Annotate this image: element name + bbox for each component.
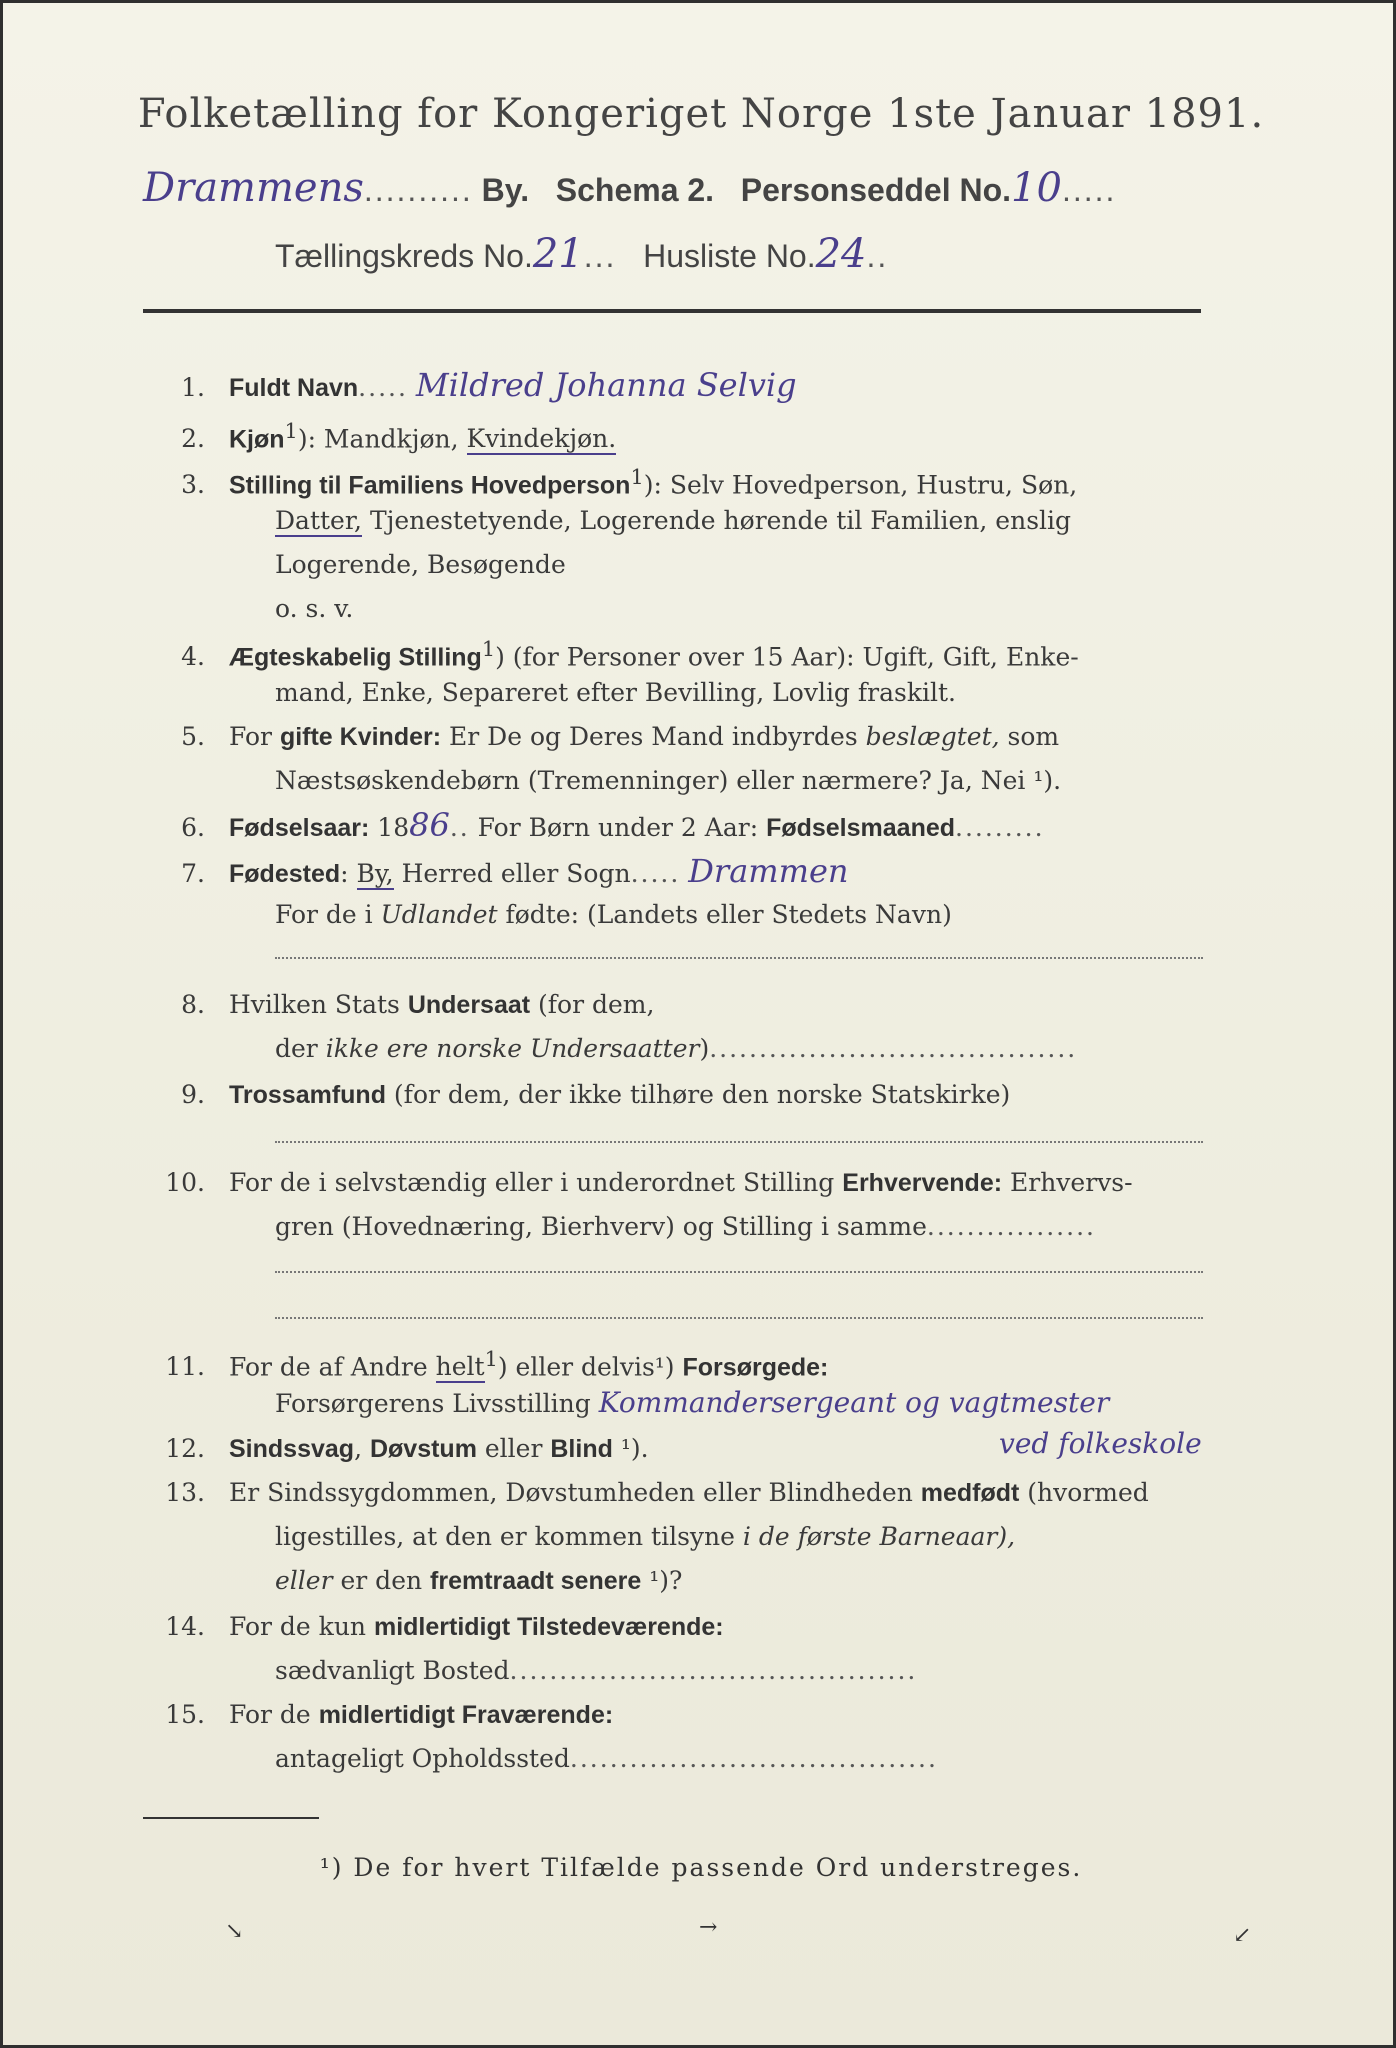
- item-number: 14.: [165, 1612, 205, 1641]
- header-row-kreds: Tællingskreds No.21... Husliste No.24..: [275, 231, 889, 277]
- item-text: antageligt Opholdssted: [275, 1744, 570, 1773]
- item-birth-year: 6. Fødselsaar: 1886.. For Børn under 2 Aar: Fødselsmaaned.........: [143, 803, 1203, 850]
- personseddel-value: 10: [1011, 165, 1062, 211]
- header-row-city: Drammens.......... By. Schema 2. Personseddel No.10.....: [143, 165, 1117, 211]
- item-label: Kjøn: [229, 425, 285, 454]
- husliste-value: 24: [815, 231, 867, 277]
- item-label: Fuldt Navn: [229, 374, 359, 402]
- item-label: midlertidigt Fraværende:: [318, 1701, 614, 1729]
- answer-line: [275, 1141, 1203, 1143]
- item-text: ) eller delvis¹): [497, 1352, 683, 1382]
- birth-year-value: 86: [409, 806, 450, 844]
- birthplace-selected: By,: [356, 859, 394, 888]
- item-congenital-cont2: [275, 1559, 682, 1603]
- item-label: Fødested: [229, 860, 341, 888]
- item-occupation: [143, 1161, 1203, 1205]
- item-label: Undersaat: [407, 991, 531, 1019]
- item-family-position-cont2: Logerende, Besøgende: [275, 550, 566, 579]
- item-label: Blind: [550, 1435, 613, 1463]
- item-family-position-cont: [275, 499, 1071, 543]
- item-text: :: [340, 859, 357, 888]
- item-text: er den: [332, 1566, 431, 1595]
- center-mark-icon: →: [699, 1915, 718, 1940]
- item-family-position-cont3: o. s. v.: [275, 594, 354, 623]
- dependents-selected: helt: [435, 1352, 485, 1382]
- item-number: 8.: [181, 990, 205, 1019]
- item-number: 3.: [181, 470, 205, 500]
- answer-line: [275, 1271, 1203, 1273]
- item-number: 4.: [181, 642, 205, 672]
- item-label: Forsørgede:: [682, 1353, 829, 1382]
- item-text: ): [699, 1034, 710, 1063]
- item-number: 6.: [181, 813, 205, 842]
- item-text: For de af Andre: [229, 1352, 436, 1382]
- item-text-italic: eller: [275, 1566, 333, 1595]
- item-text: som: [999, 722, 1060, 751]
- footnote-ref: 1: [284, 419, 298, 443]
- gender-selected: Kvindekjøn.: [466, 424, 617, 454]
- item-number: 11.: [165, 1352, 205, 1382]
- item-text-italic: i de første Barneaar),: [742, 1522, 1016, 1551]
- item-text: gren (Hovednæring, Bierhverv) og Stilling i samme: [275, 1212, 927, 1241]
- item-text: fødte: (Landets eller Stedets Navn): [497, 900, 952, 929]
- item-text: Tjenestetyende, Logerende hørende til Familien, enslig: [362, 506, 1072, 535]
- by-label: By.: [481, 172, 530, 208]
- item-label: Døvstum: [369, 1435, 477, 1463]
- provider-occupation-value-cont: ved folkeskole: [999, 1427, 1202, 1460]
- item-citizenship: [143, 983, 1203, 1027]
- item-congenital-cont: [275, 1515, 1015, 1559]
- item-temporarily-absent-cont: antageligt Opholdssted.....................................: [275, 1744, 938, 1773]
- schema-label: Schema 2.: [555, 172, 715, 208]
- item-number: 7.: [181, 859, 205, 888]
- item-label: Sindssvag: [229, 1435, 355, 1463]
- item-birthplace-cont: [275, 893, 952, 937]
- item-text: For de i selvstændig eller i underordnet Stilling: [229, 1168, 843, 1197]
- item-text: Er Sindssygdommen, Døvstumheden eller Blindheden: [229, 1478, 921, 1507]
- footnote-ref: 1: [630, 465, 644, 489]
- item-religion: [143, 1073, 1203, 1117]
- personseddel-label: Personseddel No.: [740, 172, 1012, 208]
- item-label: Stilling til Familiens Hovedperson: [229, 471, 631, 500]
- item-text: Er De og Deres Mand indbyrdes: [441, 722, 866, 751]
- item-text: Hvilken Stats: [229, 990, 408, 1019]
- item-temporarily-present-cont: sædvanligt Bosted.........................................: [275, 1656, 918, 1685]
- item-birthplace: 7. Fødested: By, Herred eller Sogn..... Drammen: [143, 849, 1203, 896]
- corner-mark-icon: ↙: [1233, 1923, 1252, 1948]
- item-text: For de kun: [229, 1612, 374, 1641]
- footnote: ¹) De for hvert Tilfælde passende Ord understreges.: [319, 1853, 1083, 1882]
- item-text: For: [229, 722, 280, 751]
- kreds-label: Tællingskreds No.: [275, 238, 533, 274]
- corner-mark-icon: ↘: [225, 1919, 244, 1944]
- item-label: fremtraadt senere: [430, 1567, 642, 1595]
- item-number: 9.: [181, 1080, 205, 1109]
- item-text: eller: [476, 1434, 551, 1463]
- item-marital-status-cont: mand, Enke, Separeret efter Bevilling, Lovlig fraskilt.: [275, 678, 956, 707]
- item-label: medfødt: [920, 1479, 1020, 1507]
- item-congenital: [143, 1471, 1203, 1515]
- item-number: 1.: [181, 373, 205, 402]
- item-occupation-cont: gren (Hovednæring, Bierhverv) og Stilling i samme.................: [275, 1212, 1096, 1241]
- item-text: (for dem, der ikke tilhøre den norske Statskirke): [385, 1080, 1011, 1109]
- city-value: Drammens: [143, 165, 364, 211]
- item-married-women: [143, 715, 1203, 759]
- item-label: Ægteskabelig Stilling: [229, 643, 482, 672]
- full-name-value: Mildred Johanna Selvig: [415, 366, 797, 404]
- item-married-women-cont: Næstsøskendebørn (Tremenninger) eller nærmere? Ja, Nei ¹).: [275, 766, 1062, 795]
- item-text: ,: [354, 1434, 370, 1463]
- family-position-selected: Datter,: [275, 506, 362, 535]
- item-text: For Børn under 2 Aar:: [469, 813, 767, 842]
- item-full-name: 1. Fuldt Navn..... Mildred Johanna Selvig: [143, 363, 1203, 410]
- item-label: Fødselsmaaned: [766, 814, 956, 842]
- answer-line: [275, 1317, 1203, 1319]
- provider-occupation-value: Kommandersergeant og vagtmester: [598, 1386, 1110, 1419]
- footnote-rule: [143, 1817, 319, 1819]
- item-text-italic: Udlandet: [380, 900, 498, 929]
- item-label: Trossamfund: [229, 1081, 386, 1109]
- kreds-value: 21: [532, 231, 584, 277]
- item-text: Forsørgerens Livsstilling: [275, 1389, 591, 1418]
- husliste-label: Husliste No.: [643, 238, 816, 274]
- item-number: 10.: [165, 1168, 205, 1197]
- item-text: ): Selv Hovedperson, Hustru, Søn,: [643, 470, 1078, 500]
- item-label: midlertidigt Tilstedeværende:: [373, 1613, 724, 1641]
- item-text: ): Mandkjøn,: [297, 424, 467, 454]
- item-text: (for dem,: [530, 990, 655, 1019]
- item-number: 13.: [165, 1478, 205, 1507]
- item-number: 12.: [165, 1434, 205, 1463]
- item-label: gifte Kvinder:: [279, 723, 442, 751]
- footnote-ref: 1: [481, 637, 496, 661]
- form-title: Folketælling for Kongeriget Norge 1ste Januar 1891.: [137, 91, 1265, 137]
- item-label: Erhvervende:: [842, 1169, 1003, 1197]
- item-text: ligestilles, at den er kommen tilsyne: [275, 1522, 743, 1551]
- item-text: Erhvervs-: [1002, 1168, 1133, 1197]
- item-number: 2.: [181, 424, 205, 454]
- item-dependents-cont: [275, 1381, 1109, 1426]
- item-disability: [143, 1427, 1203, 1471]
- header-rule: [143, 309, 1201, 313]
- birthplace-value: Drammen: [688, 852, 849, 890]
- item-number: 15.: [165, 1700, 205, 1729]
- item-text: (hvormed: [1019, 1478, 1149, 1507]
- item-citizenship-cont: der ikke ere norske Undersaatter).....................................: [275, 1034, 1078, 1063]
- item-text: der: [275, 1034, 326, 1063]
- footnote-ref: 1: [484, 1347, 498, 1371]
- item-number: 5.: [181, 722, 205, 751]
- item-text: Herred eller Sogn: [393, 859, 631, 888]
- item-gender: [143, 409, 1203, 461]
- item-temporarily-absent: [143, 1693, 1203, 1737]
- item-text: 18: [369, 813, 410, 842]
- item-text: For de i: [275, 900, 381, 929]
- item-text-italic: beslægtet,: [865, 722, 1000, 751]
- item-text: For de: [229, 1700, 319, 1729]
- item-temporarily-present: [143, 1605, 1203, 1649]
- item-text: ¹).: [612, 1434, 649, 1463]
- item-text: ¹)?: [641, 1566, 683, 1595]
- item-text-italic: ikke ere norske Undersaatter: [325, 1034, 700, 1063]
- item-text: sædvanligt Bosted: [275, 1656, 510, 1685]
- answer-line: [275, 957, 1203, 959]
- item-label: Fødselsaar:: [229, 814, 370, 842]
- item-text: ) (for Personer over 15 Aar): Ugift, Gift, Enke-: [495, 642, 1079, 672]
